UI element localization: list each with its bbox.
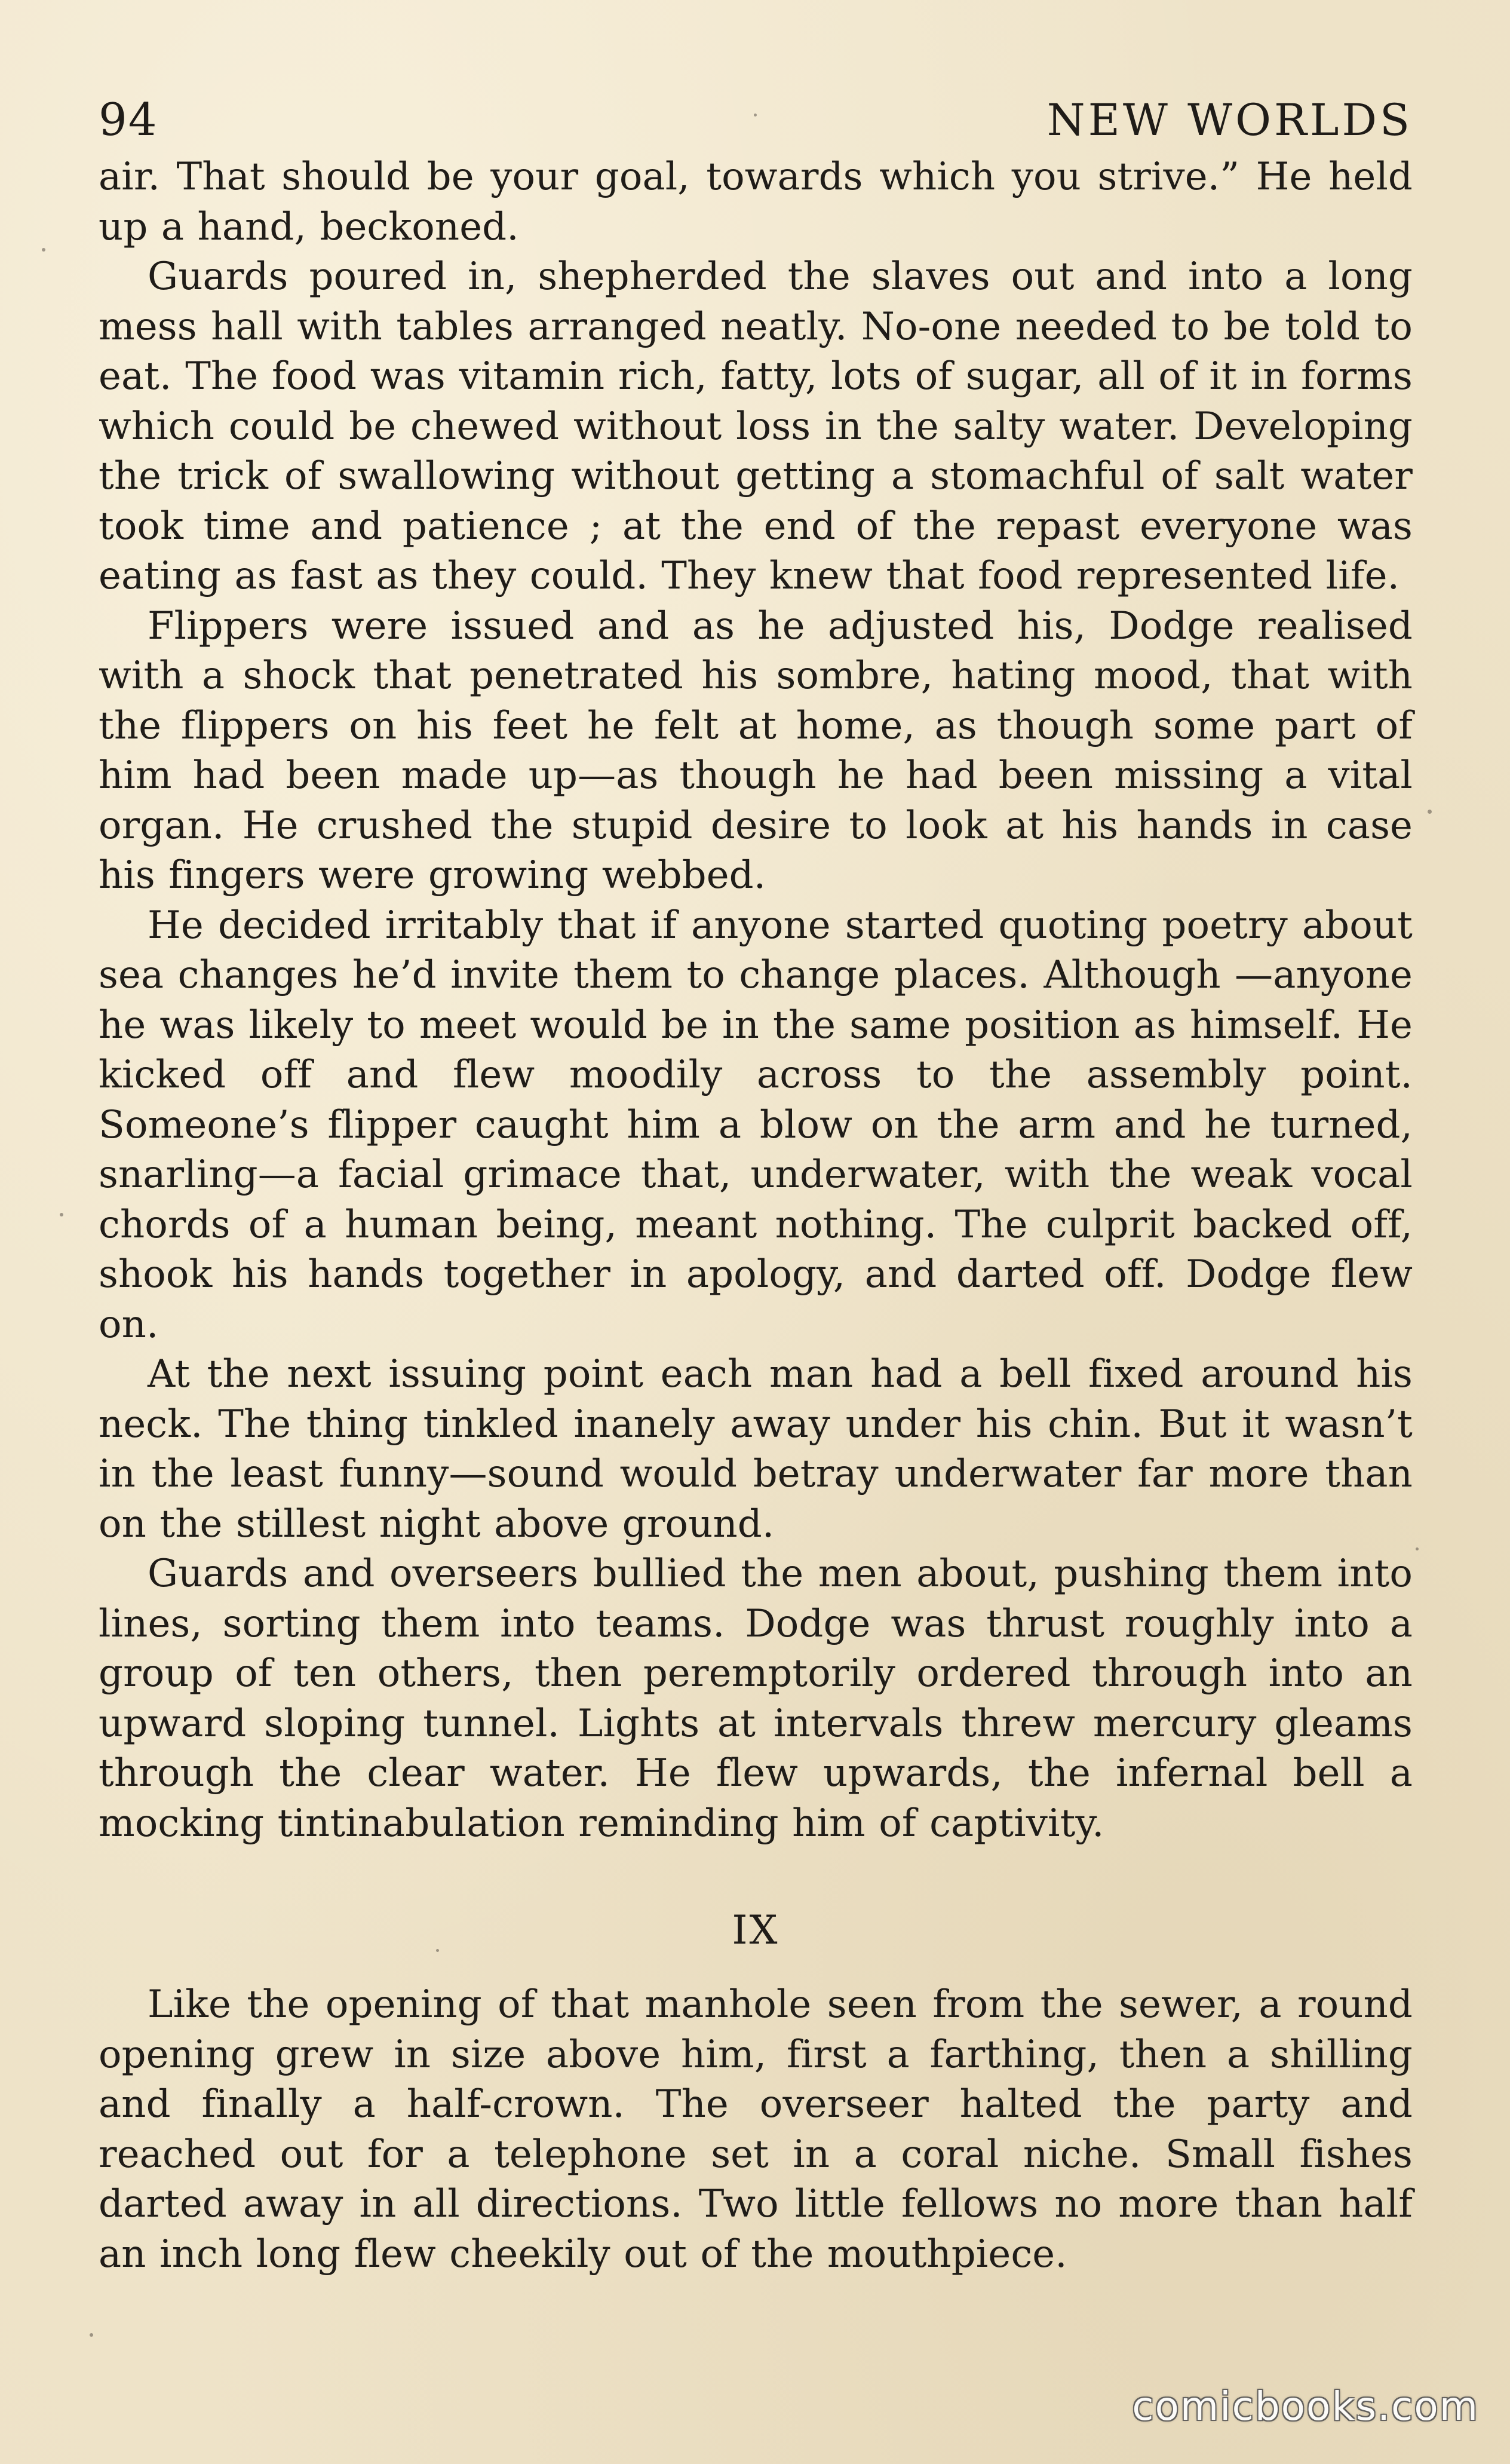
paragraph: Flippers were issued and as he adjusted his, Dodge realised with a shock that penetrated his sombre, hating mood, that with the flippers on his feet he felt at home, as though some part of him had been made up—as though he had been missing a vital organ. He crushed the stupid desire to look at his hands in case his fingers were growing webbed. xyxy=(99,603,1413,897)
watermark: comicbooks.com xyxy=(1132,2383,1479,2429)
paper-speck xyxy=(90,2333,93,2337)
paper-speck xyxy=(436,1949,439,1952)
body-text xyxy=(99,152,1413,2279)
paper-speck xyxy=(1416,1547,1419,1550)
paragraph: At the next issuing point each man had a bell fixed around his neck. The thing tinkled inanely away under his chin. But it wasn’t in the least funny—sound would betray underwater far more than on the stillest night above ground. xyxy=(99,1352,1413,1546)
paper-speck xyxy=(42,248,45,252)
chapter-heading: IX xyxy=(732,1907,779,1953)
paragraph: air. That should be your goal, towards which you strive.” He held up a hand, beckoned. xyxy=(99,155,1413,249)
paragraph: Like the opening of that manhole seen from the sewer, a round opening grew in size above him, first a farthing, then a shilling and finally a half-crown. The overseer halted the party and reached out for a telephone set in a coral niche. Small fishes darted away in all directions. Two little fellows no more than half an inch long flew cheekily out of the mouthpiece. xyxy=(99,1982,1413,2276)
paper-speck xyxy=(754,114,757,117)
paper-speck xyxy=(60,1213,63,1216)
paragraph: He decided irritably that if anyone started quoting poetry about sea changes he’d invite them to change places. Although —anyone he was likely to meet would be in the same position as himself. He kicked off and flew moodily across to the assembly point. Someone’s flipper caught him a blow on the arm and he turned, snarling—a facial grimace that, underwater, with the weak vocal chords of a human being, meant nothing. The culprit backed off, shook his hands together in apology, and darted off. Dodge flew on. xyxy=(99,903,1413,1347)
paper-speck xyxy=(1428,810,1432,814)
paragraph: Guards poured in, shepherded the slaves out and into a long mess hall with tables arranged neatly. No-one needed to be told to eat. The food was vitamin rich, fatty, lots of sugar, all of it in forms which could be chewed without loss in the salty water. Developing the trick of swallowing without getting a stomachful of salt water took time and patience ; at the end of the repast everyone was eating as fast as they could. They knew that food represented life. xyxy=(99,255,1413,598)
book-page xyxy=(99,87,1413,2279)
running-head xyxy=(99,87,1413,152)
running-title: NEW WORLDS xyxy=(1046,95,1413,146)
paragraph: Guards and overseers bullied the men about, pushing them into lines, sorting them into teams. Dodge was thrust roughly into a group of ten others, then peremptorily ordered through into an upward sloping tunnel. Lights at intervals threw mercury gleams through the clear water. He flew upwards, the infernal bell a mocking tintinabulation reminding him of captivity. xyxy=(99,1552,1413,1846)
page-number: 94 xyxy=(99,93,158,146)
